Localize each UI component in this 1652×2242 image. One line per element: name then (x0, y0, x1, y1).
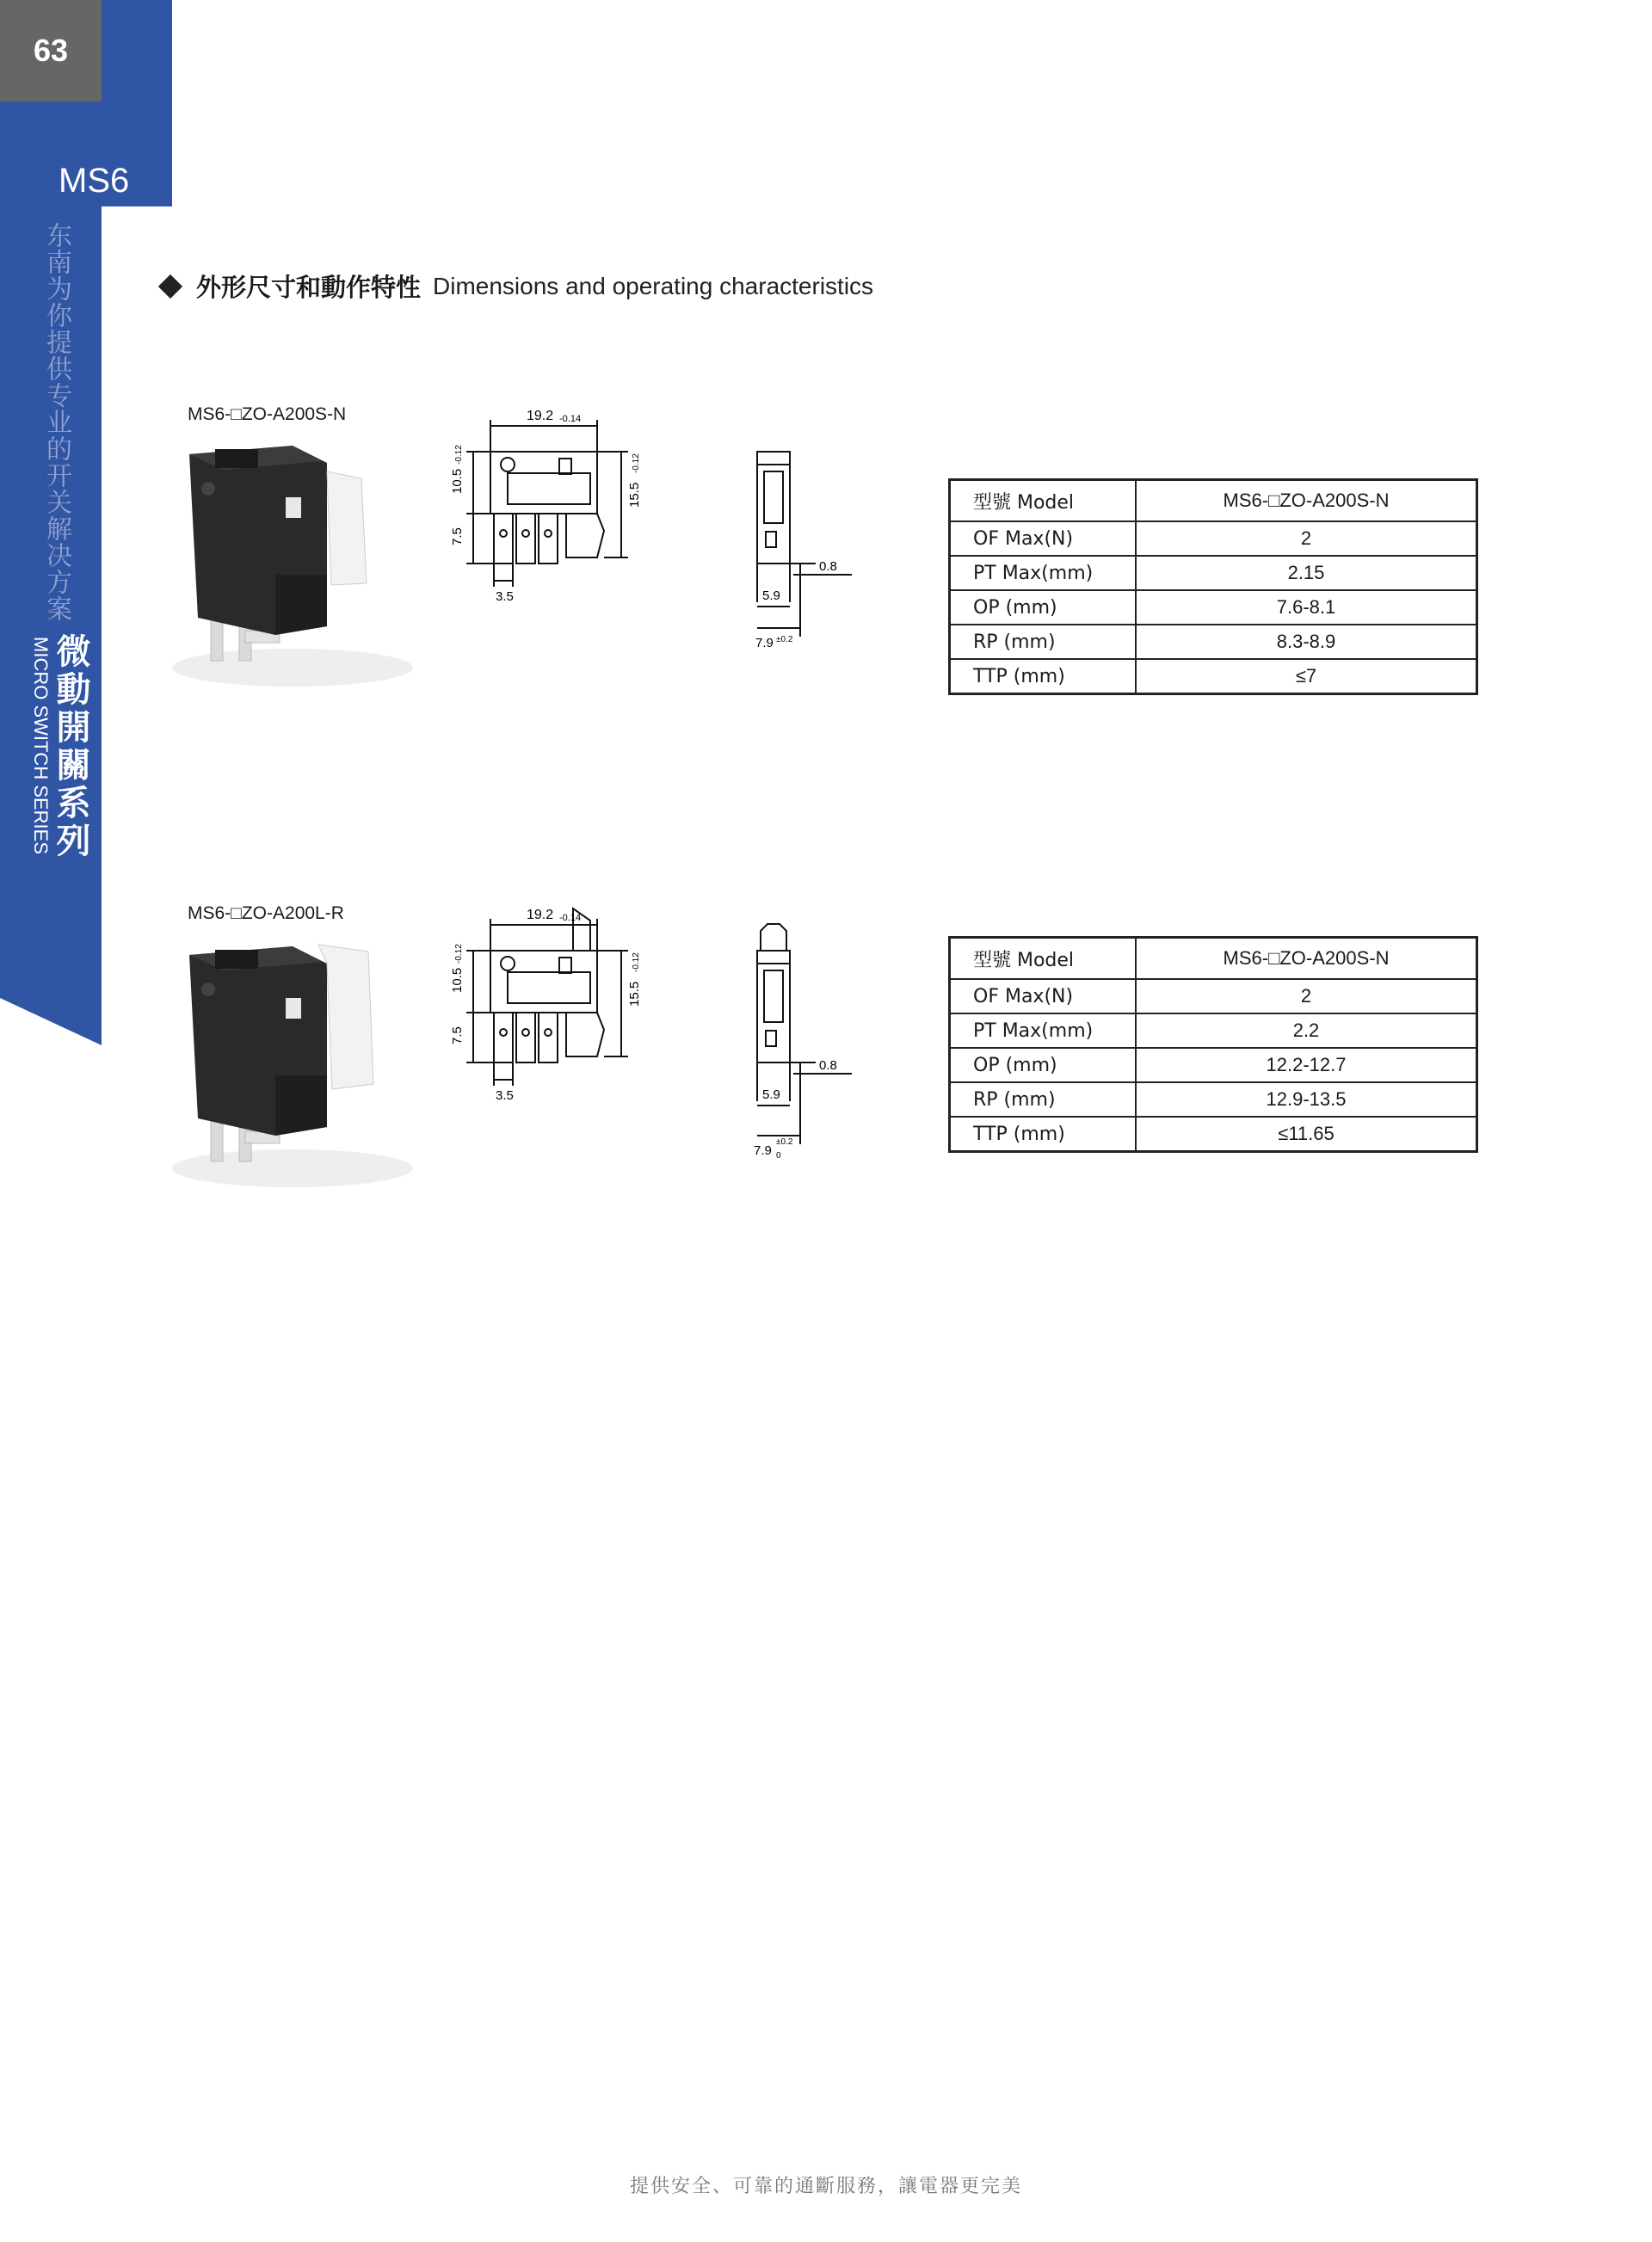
dim-side-total: 7.9 (755, 636, 774, 650)
dim-body-height: 10.5 (450, 967, 465, 993)
table-header-label: 型號 Model (950, 938, 1137, 980)
dim-terminal-length: 7.5 (450, 527, 465, 545)
dim-terminal-thickness: 0.8 (819, 1058, 837, 1073)
table-row (950, 1117, 1477, 1152)
row-label: PT Max(mm) (950, 556, 1137, 590)
dim-terminal-length: 7.5 (450, 1026, 465, 1044)
spec-table (948, 478, 1478, 695)
row-label: TTP (mm) (950, 1117, 1137, 1152)
row-label: OF Max(N) (950, 979, 1137, 1013)
diamond-bullet-icon (158, 274, 182, 298)
table-row (950, 1048, 1477, 1082)
model-label: MS6-□ZO-A200S-N (188, 404, 347, 424)
row-label: OP (mm) (950, 1048, 1137, 1082)
spec-table (948, 936, 1478, 1153)
dim-width: 19.2 (527, 409, 554, 423)
row-label: OP (mm) (950, 590, 1137, 625)
table-row (950, 521, 1477, 556)
dim-body-height-tol: -0.12 (454, 944, 464, 964)
table-header-row (950, 938, 1477, 980)
dim-total-height: 15.5 (627, 482, 642, 508)
table-row (950, 659, 1477, 694)
table-header-value: MS6-□ZO-A200S-N (1136, 480, 1477, 522)
dim-width-tol: -0.14 (559, 913, 582, 923)
row-value: 12.9-13.5 (1136, 1082, 1477, 1117)
dim-side-depth: 5.9 (762, 588, 780, 603)
row-value: 8.3-8.9 (1136, 625, 1477, 659)
section-title-cn: 外形尺寸和動作特性 (196, 273, 422, 302)
dim-terminal-thickness: 0.8 (819, 559, 837, 574)
dim-side-total-tol-lower: 0 (776, 1151, 781, 1161)
dim-total-height-tol: -0.12 (632, 952, 641, 972)
product-photo (163, 938, 422, 1196)
row-value: 2 (1136, 521, 1477, 556)
dim-total-height-tol: -0.12 (632, 453, 641, 473)
table-row (950, 1013, 1477, 1048)
product-block-1 (0, 396, 1652, 843)
table-header-label: 型號 Model (950, 480, 1137, 522)
series-code: MS6 (59, 162, 130, 200)
series-name-en: MICRO SWITCH SERIES (30, 637, 52, 855)
table-row (950, 1082, 1477, 1117)
table-header-row (950, 480, 1477, 522)
dim-width: 19.2 (527, 908, 554, 922)
section-heading (162, 268, 873, 304)
row-label: OF Max(N) (950, 521, 1137, 556)
model-label: MS6-□ZO-A200L-R (188, 903, 344, 923)
row-label: RP (mm) (950, 625, 1137, 659)
product-photo (163, 437, 422, 695)
dim-side-total-tol-upper: ±0.2 (776, 1137, 793, 1147)
row-value: 7.6-8.1 (1136, 590, 1477, 625)
dim-body-height: 10.5 (450, 468, 465, 494)
row-label: TTP (mm) (950, 659, 1137, 694)
dimension-drawing (422, 387, 903, 714)
table-row (950, 590, 1477, 625)
dimension-drawing (422, 886, 903, 1213)
footer-slogan: 提供安全、可靠的通斷服務，讓電器更完美 (629, 2176, 1022, 2197)
section-title-en: Dimensions and operating characteristics (433, 272, 874, 299)
table-row (950, 979, 1477, 1013)
dim-terminal-pitch: 3.5 (496, 1088, 514, 1103)
dim-side-depth: 5.9 (762, 1087, 780, 1102)
dim-width-tol: -0.14 (559, 414, 582, 424)
row-value: ≤7 (1136, 659, 1477, 694)
dim-terminal-pitch: 3.5 (496, 589, 514, 604)
row-label: RP (mm) (950, 1082, 1137, 1117)
row-label: PT Max(mm) (950, 1013, 1137, 1048)
side-slogan: 东南为你提供专业的开关解决方案 (41, 222, 71, 622)
row-value: 2.15 (1136, 556, 1477, 590)
dim-side-total-tol: ±0.2 (776, 635, 793, 644)
series-name-cn: 微動開關系列 (51, 633, 90, 860)
table-header-value: MS6-□ZO-A200S-N (1136, 938, 1477, 980)
page-number: 63 (0, 0, 102, 102)
row-value: 12.2-12.7 (1136, 1048, 1477, 1082)
table-row (950, 625, 1477, 659)
dim-total-height: 15.5 (627, 981, 642, 1007)
row-value: ≤11.65 (1136, 1117, 1477, 1152)
table-row (950, 556, 1477, 590)
row-value: 2.2 (1136, 1013, 1477, 1048)
dim-side-total: 7.9 (754, 1143, 772, 1158)
dim-body-height-tol: -0.12 (454, 445, 464, 465)
row-value: 2 (1136, 979, 1477, 1013)
product-block-2 (0, 895, 1652, 1342)
